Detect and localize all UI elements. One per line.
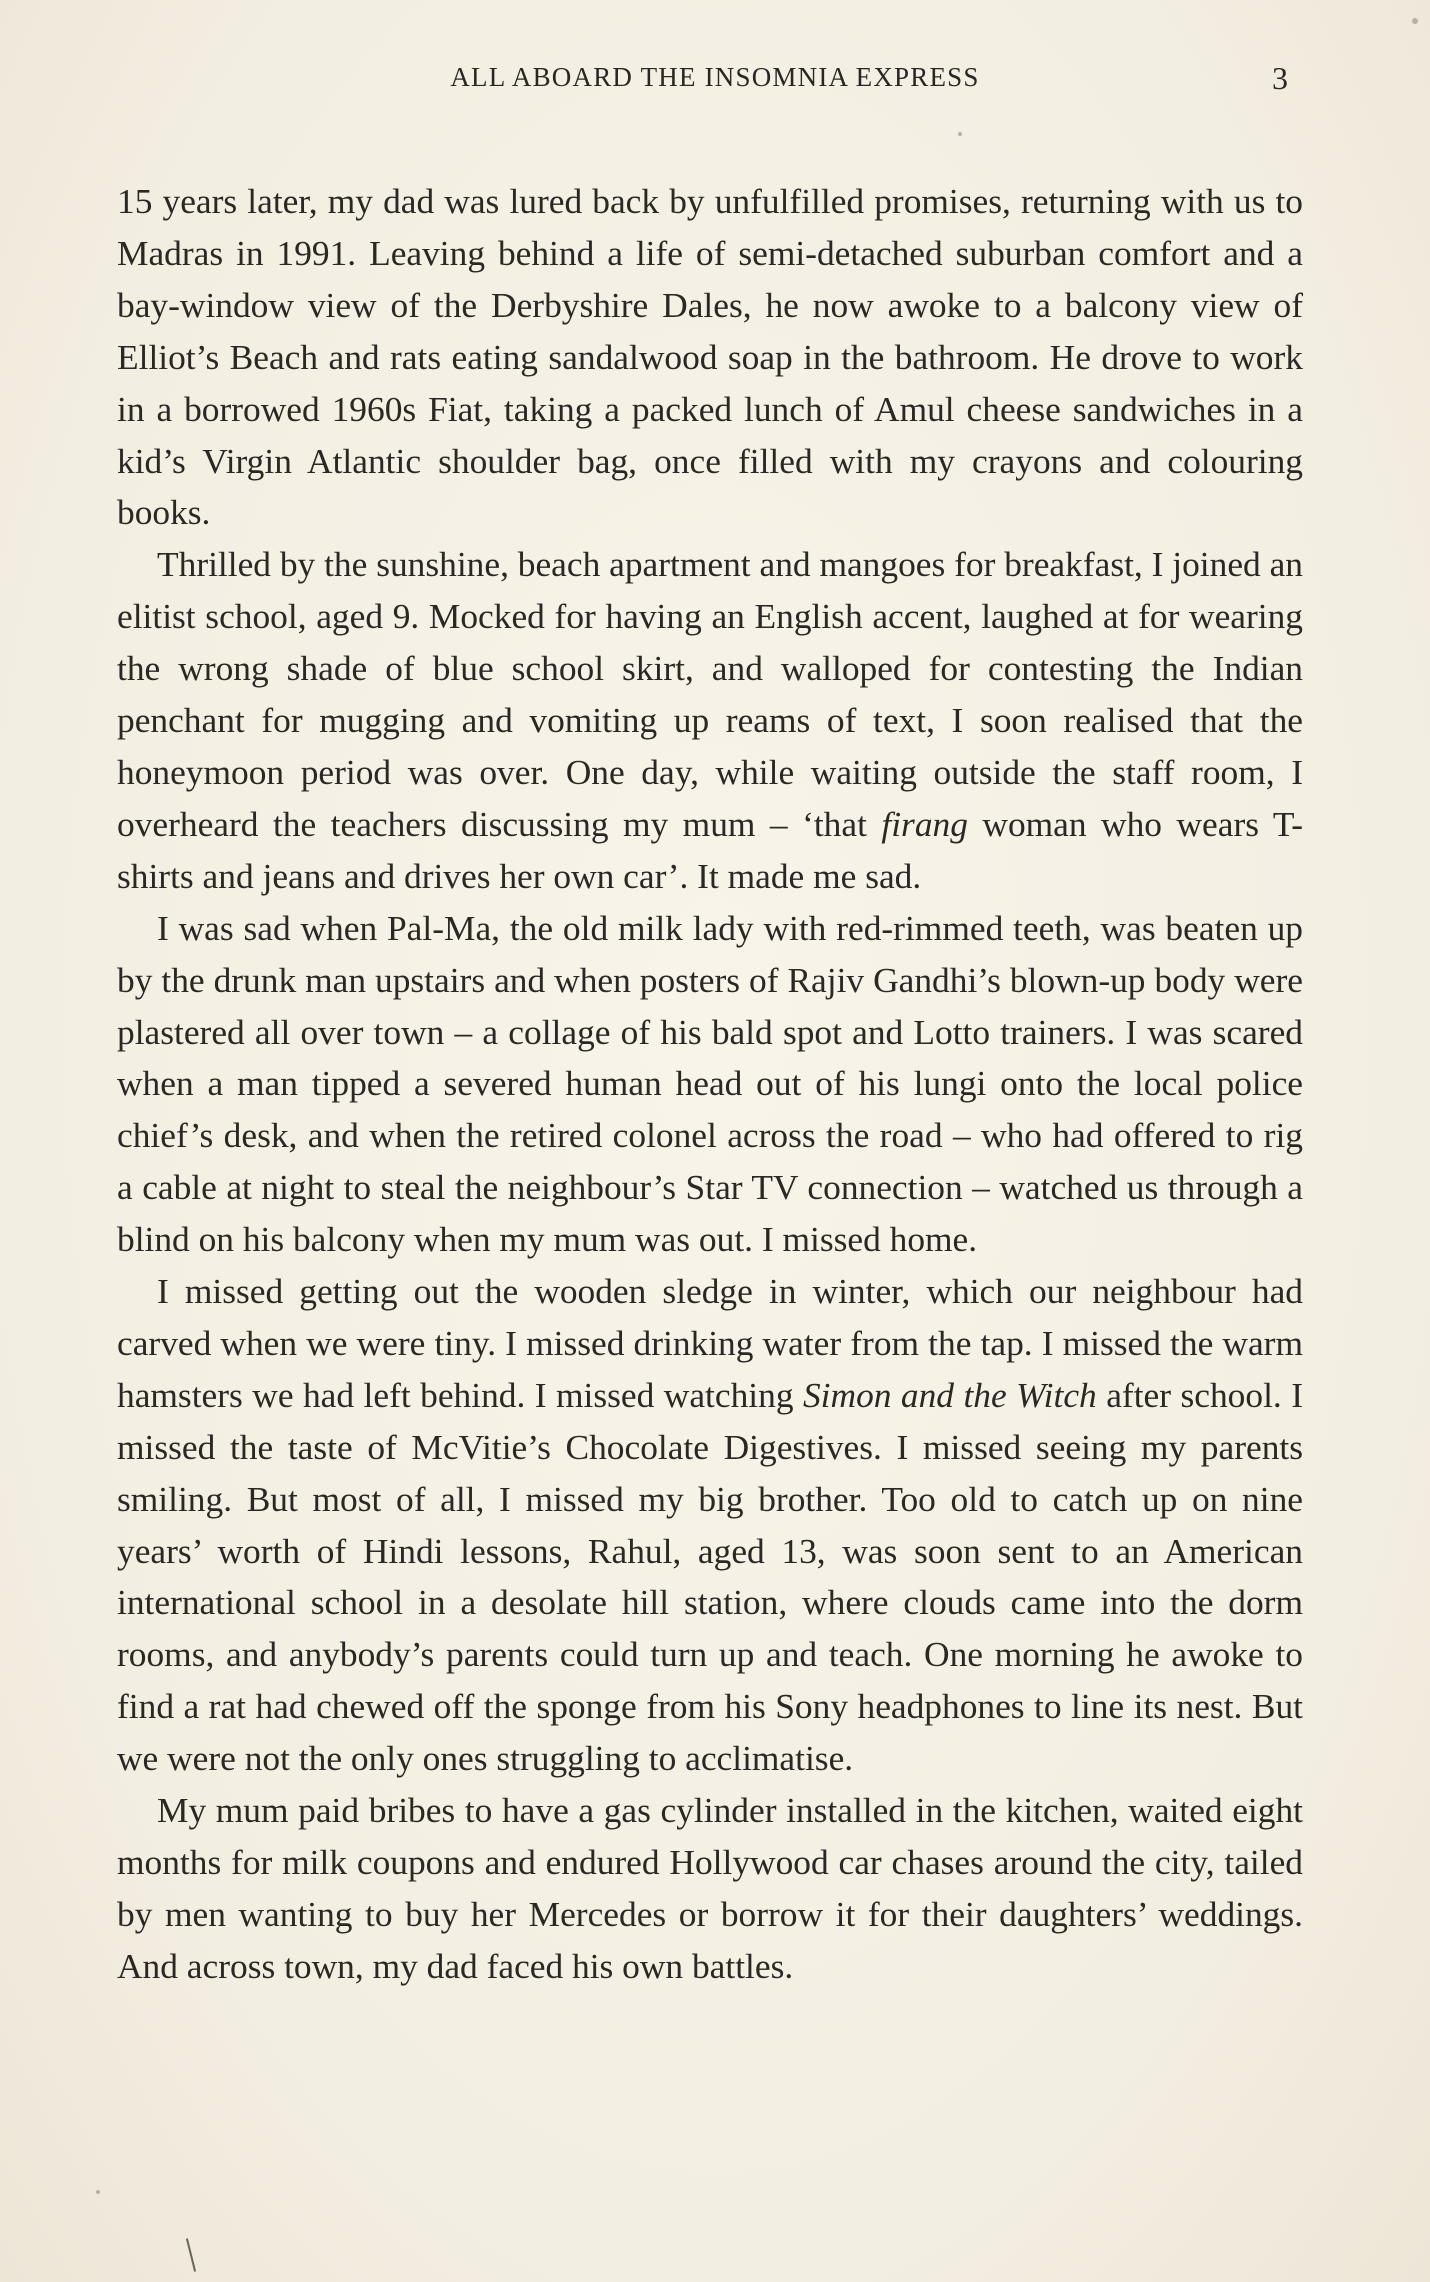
paragraph-2-italic: firang (881, 803, 968, 844)
page-number: 3 (1272, 60, 1288, 96)
paragraph-4-text-after: after school. I missed the taste of McVitie’s Chocolate Digestives. I missed seeing my parents smiling. But most of all, I missed my big brother. Too old to catch up on nine years’ worth of Hindi lessons, Rahul, aged 13, was soon sent to an American international school in a desolate hill station, where clouds came into the dorm rooms, and anybody’s parents could turn up and teach. One morning he awoke to find a rat had chewed off the sponge from his Sony headphones to line its nest. But we were not the only ones struggling to acclimatise. (117, 1374, 1303, 1779)
body-text (117, 176, 1303, 1993)
paragraph-5 (117, 1785, 1303, 1993)
paragraph-3-text: I was sad when Pal-Ma, the old milk lady with red-rimmed teeth, was beaten up by the drunk man upstairs and when posters of Rajiv Gandhi’s blown-up body were plastered all over town – a collage of his bald spot and Lotto trainers. I was scared when a man tipped a severed human head out of his lungi onto the local police chief’s desk, and when the retired colonel across the road – who had offered to rig a cable at night to steal the neighbour’s Star TV connection – watched us through a blind on his balcony when my mum was out. I missed home. (117, 907, 1303, 1260)
paper-speck (958, 132, 962, 136)
paragraph-4 (117, 1266, 1303, 1785)
paragraph-3 (117, 903, 1303, 1266)
paragraph-4-italic: Simon and the Witch (802, 1374, 1097, 1415)
pen-mark (186, 2238, 196, 2271)
paragraph-1 (117, 176, 1303, 539)
paragraph-2-text-after: woman who wears T-shirts and jeans and drives her own car’. It made me sad. (117, 803, 1303, 896)
paper-speck (96, 2190, 100, 2194)
paragraph-1-text: 15 years later, my dad was lured back by unfulfilled promises, returning with us to Madras in 1991. Leaving behind a life of semi-detached suburban comfort and a bay-window view of the Derbyshire Dales, he now awoke to a balcony view of Elliot’s Beach and rats eating sandalwood soap in the bathroom. He drove to work in a borrowed 1960s Fiat, taking a packed lunch of Amul cheese sandwiches in a kid’s Virgin Atlantic shoulder bag, once filled with my crayons and colouring books. (117, 181, 1303, 533)
paragraph-4-text: I missed getting out the wooden sledge in winter, which our neighbour had carved when we were tiny. I missed drinking water from the tap. I missed the warm hamsters we had left behind. I missed watching (117, 1271, 1303, 1415)
running-header-title: ALL ABOARD THE INSOMNIA EXPRESS (450, 62, 980, 92)
paragraph-2 (117, 539, 1303, 902)
paper-speck (1412, 18, 1418, 24)
paragraph-2-text: Thrilled by the sunshine, beach apartment and mangoes for breakfast, I joined an elitist school, aged 9. Mocked for having an English accent, laughed at for wearing the wrong shade of blue school skirt, and walloped for contesting the Indian penchant for mugging and vomiting up reams of text, I soon realised that the honeymoon period was over. One day, while waiting outside the staff room, I overheard the teachers discussing my mum – ‘that (117, 544, 1303, 844)
paragraph-5-text: My mum paid bribes to have a gas cylinder installed in the kitchen, waited eight months for milk coupons and endured Hollywood car chases around the city, tailed by men wanting to buy her Mercedes or borrow it for their daughters’ weddings. And across town, my dad faced his own battles. (117, 1790, 1303, 1986)
